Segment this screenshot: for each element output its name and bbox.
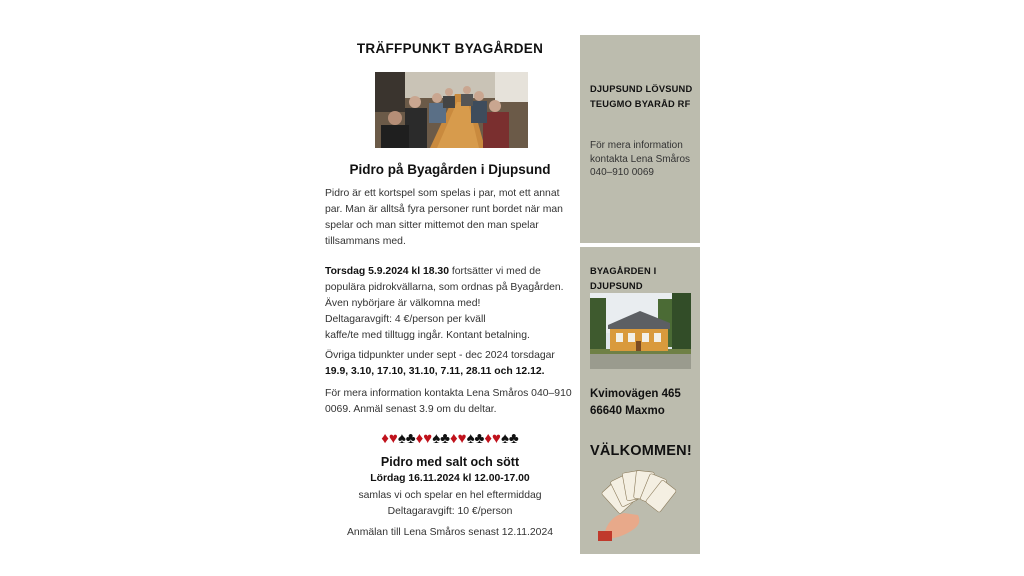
fee-line: Deltagaravgift: 4 €/person per kväll <box>325 314 486 325</box>
contact-line: kontakta Lena Småros <box>590 153 691 165</box>
venue-line: DJUPSUND <box>590 281 643 291</box>
address-postal: 66640 Maxmo <box>590 405 665 417</box>
salt-event-fee: Deltagaravgift: 10 €/person <box>387 506 513 517</box>
venue-line: BYAGÅRDEN I <box>590 266 657 276</box>
venue-address <box>590 386 698 420</box>
club-icon: ♣ <box>405 430 416 447</box>
page-title: TRÄFFPUNKT BYAGÅRDEN <box>356 41 544 56</box>
spade-icon: ♠ <box>500 430 509 447</box>
contact-phone: 040–910 0069 <box>590 167 654 178</box>
salt-event-title: Pidro med salt och sött <box>380 455 520 469</box>
welcome-text: VÄLKOMMEN! <box>590 443 692 459</box>
card-players-photo <box>375 72 528 148</box>
venue-name <box>590 264 695 294</box>
venue-house-photo <box>590 293 691 369</box>
playing-cards-hand-image <box>598 465 684 541</box>
organizer-line: TEUGMO BYARÅD RF <box>590 99 691 109</box>
times-intro: Övriga tidpunkter under sept - dec 2024 torsdagar <box>325 350 555 361</box>
heart-icon: ♥ <box>492 430 501 447</box>
intro-paragraph: Pidro är ett kortspel som spelas i par, mot ett annat par. Man är alltså fyra personer runt bordet när man spelar och man sitter mittemot den man spelar tillsammans med. <box>325 188 563 247</box>
club-icon: ♣ <box>508 430 519 447</box>
heart-icon: ♥ <box>388 430 398 447</box>
diamond-icon: ♦ <box>450 430 458 447</box>
heart-icon: ♥ <box>457 430 467 447</box>
event-title: Pidro på Byagården i Djupsund <box>349 162 551 177</box>
contact-line: För mera information <box>590 140 683 151</box>
organizer-line: DJUPSUND LÖVSUND <box>590 84 693 94</box>
organizer-name <box>590 82 700 112</box>
salt-event-registration: Anmälan till Lena Småros senast 12.11.2024 <box>346 527 554 538</box>
spade-icon: ♠ <box>397 430 406 447</box>
salt-event-description: samlas vi och spelar en hel eftermiddag <box>358 490 542 501</box>
salt-event-date: Lördag 16.11.2024 kl 12.00-17.00 <box>370 473 530 484</box>
spade-icon: ♠ <box>466 430 475 447</box>
card-suits-divider <box>318 430 582 447</box>
diamond-icon: ♦ <box>381 430 389 447</box>
address-street: Kvimovägen 465 <box>590 388 681 400</box>
diamond-icon: ♦ <box>415 430 424 447</box>
event-text: fortsätter vi med de populära pidrokvällarna, som ordnas på Byagården. Även nybörjare är välkomna med! <box>325 266 564 309</box>
club-icon: ♣ <box>440 430 450 447</box>
spade-icon: ♠ <box>432 430 441 447</box>
event-paragraph <box>325 264 577 344</box>
info-paragraph: För mera information kontakta Lena Småros 040–910 0069. Anmäl senast 3.9 om du deltar. <box>325 388 572 415</box>
times-paragraph <box>325 348 577 380</box>
sidebar-contact-info <box>590 139 698 180</box>
coffee-line: kaffe/te med tilltugg ingår. Kontant betalning. <box>325 330 530 341</box>
times-dates: 19.9, 3.10, 17.10, 31.10, 7.11, 28.11 och 12.12. <box>325 366 545 377</box>
event-date: Torsdag 5.9.2024 kl 18.30 <box>325 266 449 277</box>
club-icon: ♣ <box>474 430 485 447</box>
diamond-icon: ♦ <box>484 430 493 447</box>
heart-icon: ♥ <box>423 430 433 447</box>
